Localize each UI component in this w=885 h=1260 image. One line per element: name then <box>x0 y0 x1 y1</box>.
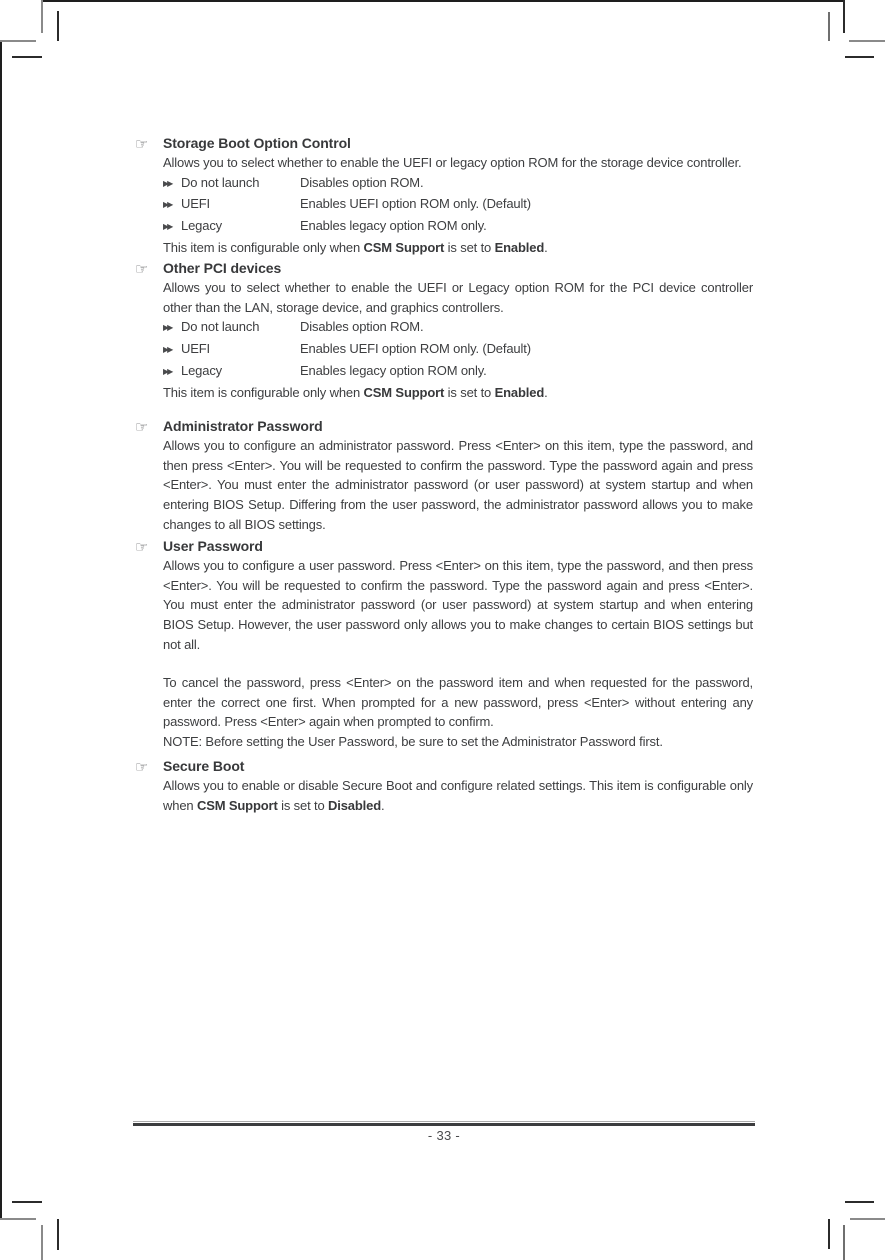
crop-mark <box>845 1201 874 1203</box>
double-arrow-icon: ▶▶ <box>163 345 172 355</box>
crop-mark <box>41 1225 43 1260</box>
crop-mark <box>57 11 59 41</box>
crop-mark <box>843 0 845 33</box>
double-arrow-icon: ▶▶ <box>163 323 172 333</box>
option-description: Disables option ROM. <box>300 319 424 335</box>
crop-mark <box>849 40 885 42</box>
note-line: NOTE: Before setting the User Password, be sure to set the Administrator Password first. <box>163 734 663 750</box>
section-body: Allows you to enable or disable Secure Boot and configure related settings. This item is configurable only when CSM Support is set to Disabled. <box>163 778 753 813</box>
option-description: Enables legacy option ROM only. <box>300 218 487 234</box>
crop-mark <box>850 1218 885 1220</box>
crop-mark <box>12 1201 42 1203</box>
section-title: Other PCI devices <box>163 260 282 276</box>
crop-mark <box>828 1219 830 1249</box>
section-secure-boot <box>133 756 753 815</box>
section-title: User Password <box>163 538 263 554</box>
double-arrow-icon: ▶▶ <box>163 222 172 232</box>
section-title: Secure Boot <box>163 758 245 774</box>
section-user-password <box>133 536 753 752</box>
double-arrow-icon: ▶▶ <box>163 178 172 188</box>
section-title: Administrator Password <box>163 418 323 434</box>
crop-mark <box>0 40 36 42</box>
pointer-hand-icon: ☞ <box>135 260 149 278</box>
option-row <box>163 194 753 216</box>
option-label: Do not launch <box>181 174 260 190</box>
option-label: Legacy <box>181 218 223 234</box>
double-arrow-icon: ▶▶ <box>163 200 172 210</box>
crop-mark <box>0 1218 36 1220</box>
pointer-hand-icon: ☞ <box>135 758 149 776</box>
page-number: - 33 - <box>427 1128 461 1143</box>
section-storage-boot-option-control <box>133 133 753 258</box>
cancel-password-paragraph: To cancel the password, press <Enter> on the password item and when requested for the password, enter the correct one first. When prompted for a new password, press <Enter> without entering any password. Press <Enter> again when prompted to confirm. <box>163 675 753 730</box>
option-description: Enables UEFI option ROM only. (Default) <box>300 196 531 212</box>
crop-mark <box>843 1225 845 1260</box>
crop-mark <box>12 56 42 58</box>
double-arrow-icon: ▶▶ <box>163 366 172 376</box>
section-administrator-password <box>133 416 753 535</box>
option-label: Legacy <box>181 362 223 378</box>
option-description: Enables UEFI option ROM only. (Default) <box>300 341 531 357</box>
option-row <box>163 216 753 238</box>
option-row <box>163 361 753 383</box>
option-label: UEFI <box>181 196 211 212</box>
option-row <box>163 339 753 361</box>
page-top-border <box>42 0 845 2</box>
option-row <box>163 317 753 339</box>
crop-mark <box>828 12 830 41</box>
section-title: Storage Boot Option Control <box>163 135 351 151</box>
section-body: Allows you to configure a user password. Press <Enter> on this item, type the password, and then press <Enter>. You will be requested to confirm the password. Type the password again and press <Enter>. You must enter the administrator password (or user password) at system startup and when entering BIOS Setup. However, the user password only allows you to make changes to certain BIOS settings but not all. <box>163 558 753 652</box>
pointer-hand-icon: ☞ <box>135 538 149 556</box>
option-row <box>163 173 753 195</box>
section-body: Allows you to configure an administrator password. Press <Enter> on this item, type the password, and then press <Enter>. You will be requested to confirm the password. Type the password again and press <Enter>. You must enter the administrator password (or user password) at system startup and when entering BIOS Setup. Differing from the user password, the administrator password allows you to make changes to all BIOS settings. <box>163 438 753 532</box>
pointer-hand-icon: ☞ <box>135 135 149 153</box>
option-description: Disables option ROM. <box>300 174 424 190</box>
crop-mark <box>57 1219 59 1250</box>
section-intro: Allows you to select whether to enable the UEFI or legacy option ROM for the storage device controller. <box>163 155 742 170</box>
option-label: UEFI <box>181 341 211 357</box>
configurable-note: This item is configurable only when CSM Support is set to Enabled. <box>163 384 548 400</box>
pointer-hand-icon: ☞ <box>135 418 149 436</box>
option-description: Enables legacy option ROM only. <box>300 362 487 378</box>
section-other-pci-devices <box>133 258 753 402</box>
crop-mark <box>845 56 874 58</box>
section-intro: Allows you to select whether to enable the UEFI or Legacy option ROM for the PCI device controller other than the LAN, storage device, and graphics controllers. <box>163 280 753 315</box>
crop-mark <box>41 0 43 33</box>
option-label: Do not launch <box>181 319 260 335</box>
page-left-border <box>0 40 2 1218</box>
configurable-note: This item is configurable only when CSM Support is set to Enabled. <box>163 239 548 255</box>
footer-rule <box>133 1121 755 1126</box>
